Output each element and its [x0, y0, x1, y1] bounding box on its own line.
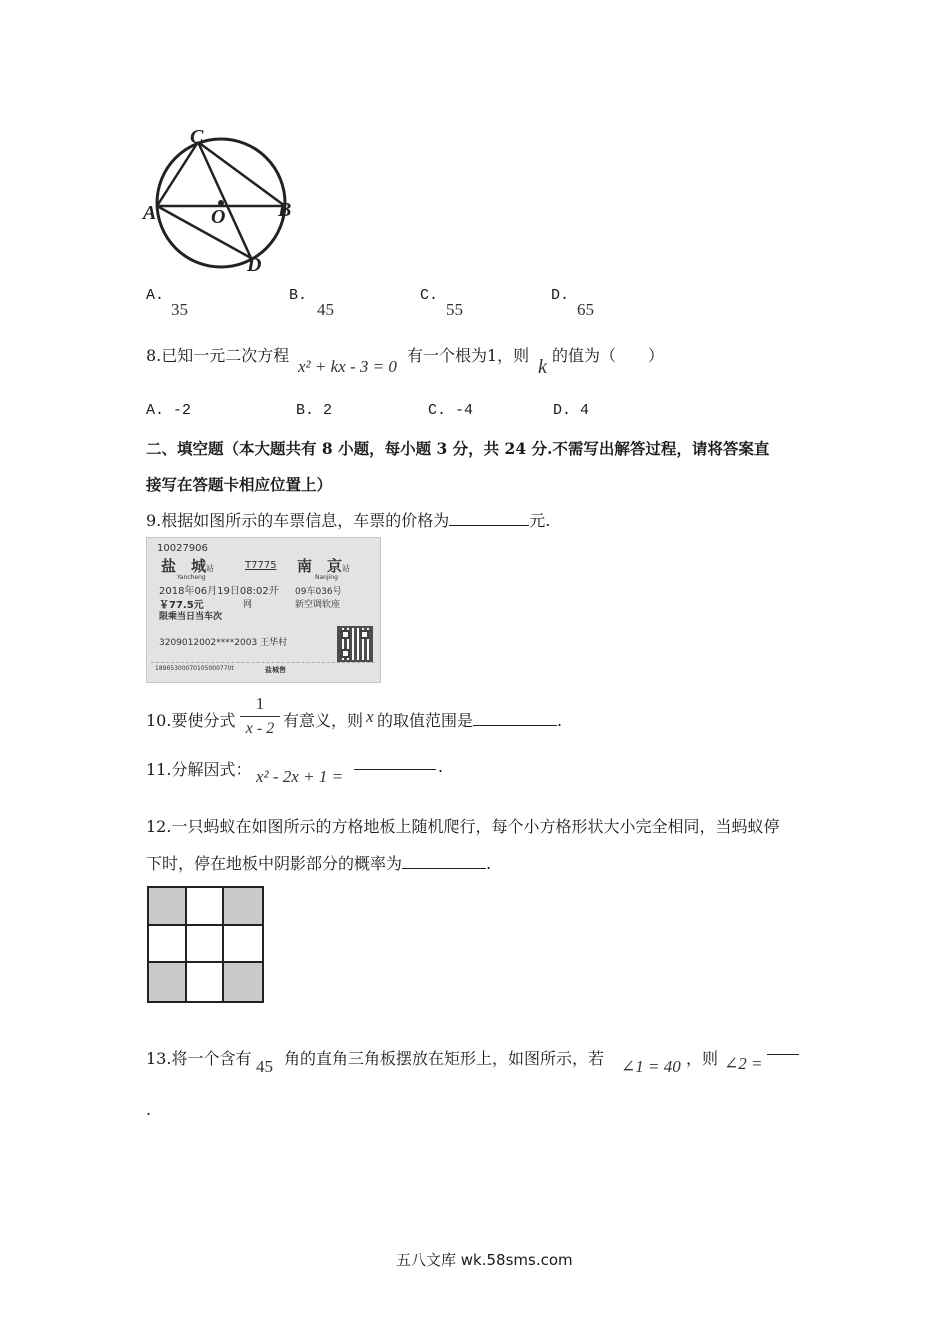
label-o: O [211, 206, 226, 228]
q13-given: ∠1 = 40 [621, 1057, 681, 1076]
ticket-from-name: 盐 城 [161, 557, 207, 575]
ticket-channel: 网 [243, 600, 253, 610]
q11-answer-blank [354, 769, 436, 770]
q7-option-d-value: 65 [577, 300, 594, 319]
ticket-station: 盐城售 [265, 666, 286, 674]
q11-end: . [438, 757, 444, 776]
q13-end: . [146, 1100, 152, 1119]
section2-heading-line1: 二、填空题（本大题共有 8 小题，每小题 3 分，共 24 分.不需写出解答过程，请将答案直 [146, 439, 770, 458]
blank-tile [187, 888, 225, 926]
footer-watermark: 五八文库 wk.58sms.com [396, 1251, 573, 1269]
ticket-id: 3209012002****2003 王华村 [159, 638, 288, 648]
ticket-to-pinyin: Nanjing [315, 574, 338, 581]
q10-fraction [240, 694, 280, 739]
label-b: B [278, 199, 292, 221]
q7-option-a-letter: A. [146, 287, 165, 304]
q13-prefix: 13.将一个含有 [146, 1049, 252, 1068]
q8-equation: x² + kx - 3 = 0 [298, 357, 397, 376]
label-d: D [247, 254, 262, 275]
q9-suffix: 元. [529, 511, 551, 530]
chord-cb [198, 142, 285, 206]
shaded-tile [224, 963, 262, 1001]
ticket-from-pinyin: Yancheng [177, 574, 206, 581]
circle-figure [140, 125, 310, 275]
ticket-qr-code [337, 626, 373, 662]
q10-numerator: 1 [255, 694, 265, 713]
q12-prompt: 下时，停在地板中阴影部分的概率为 [146, 854, 403, 873]
ticket-to-suffix: 站 [342, 564, 351, 573]
ticket-seat: 09车036号 [295, 587, 342, 597]
q13-middle: 角的直角三角板摆放在矩形上，如图所示，若 [284, 1049, 605, 1068]
ticket-date: 2018年06月19日08:02开 [159, 586, 279, 597]
q10-var: x [366, 707, 374, 726]
q8-option-c: C. -4 [428, 402, 474, 419]
q7-option-d-letter: D. [551, 287, 570, 304]
q12-tile-grid [147, 886, 264, 1003]
ticket-from-suffix: 站 [206, 564, 215, 573]
ticket-train: T7775 [245, 560, 277, 571]
q10-middle: 有意义，则 [283, 711, 364, 730]
shaded-tile [224, 888, 262, 926]
q8-middle: 有一个根为1，则 [407, 346, 530, 365]
q10-fraction-bar [240, 716, 280, 717]
q7-option-b-value: 45 [317, 300, 334, 319]
q8-option-d: D. 4 [553, 402, 590, 419]
chord-ad [157, 206, 251, 258]
q8-option-b: B. 2 [296, 402, 333, 419]
blank-tile [187, 926, 225, 964]
train-ticket-image [146, 537, 381, 683]
q12-line2 [146, 851, 491, 874]
ticket-to-name: 南 京 [297, 557, 343, 575]
ticket-note: 限乘当日当车次 [159, 612, 223, 622]
q8-prefix: 8.已知一元二次方程 [146, 346, 290, 365]
ticket-price: ￥77.5元 [159, 600, 204, 611]
chord-cd [198, 142, 251, 258]
q10-answer-blank [473, 711, 557, 726]
q13-comma: ，则 [686, 1049, 719, 1068]
q13-ask: ∠2 = [724, 1054, 763, 1073]
ticket-seat-type: 新空调软座 [295, 600, 341, 610]
label-c: C [190, 126, 204, 148]
ticket-code: 18965300070105000770t [155, 665, 234, 672]
q12-end: . [486, 854, 492, 873]
shaded-tile [149, 963, 187, 1001]
q12-answer-blank [402, 854, 486, 869]
q9-text [146, 508, 550, 531]
q10-denominator: x - 2 [245, 720, 275, 737]
q11-prefix: 11.分解因式： [146, 760, 252, 779]
q8-suffix: 的值为（ ） [552, 346, 665, 365]
ticket-serial: 10027906 [157, 543, 208, 554]
q9-prompt: 9.根据如图所示的车票信息，车票的价格为 [146, 511, 450, 530]
q7-option-a-value: 35 [171, 300, 188, 319]
q8-option-a: A. -2 [146, 402, 192, 419]
blank-tile [149, 926, 187, 964]
blank-tile [224, 926, 262, 964]
q10-prefix: 10.要使分式 [146, 711, 236, 730]
q11-expr: x² - 2x + 1 = [256, 767, 344, 786]
q13-angle: 45 [256, 1057, 273, 1076]
ticket-to [297, 555, 350, 576]
blank-tile [187, 963, 225, 1001]
q7-option-b-letter: B. [289, 287, 308, 304]
q10-suffix-line [377, 708, 562, 731]
section2-heading-line2: 接写在答题卡相应位置上） [146, 475, 333, 494]
shaded-tile [149, 888, 187, 926]
q10-suffix: 的取值范围是 [377, 711, 474, 730]
q9-answer-blank [449, 511, 529, 526]
q13-answer-blank [767, 1054, 799, 1055]
q7-option-c-value: 55 [446, 300, 463, 319]
label-a: A [143, 202, 157, 224]
q7-option-c-letter: C. [420, 287, 439, 304]
q10-end: . [557, 711, 563, 730]
q8-var: k [538, 356, 547, 378]
q12-line1: 12.一只蚂蚁在如图所示的方格地板上随机爬行，每个小方格形状大小完全相同，当蚂蚁停 [146, 817, 780, 836]
ticket-from [161, 555, 214, 576]
